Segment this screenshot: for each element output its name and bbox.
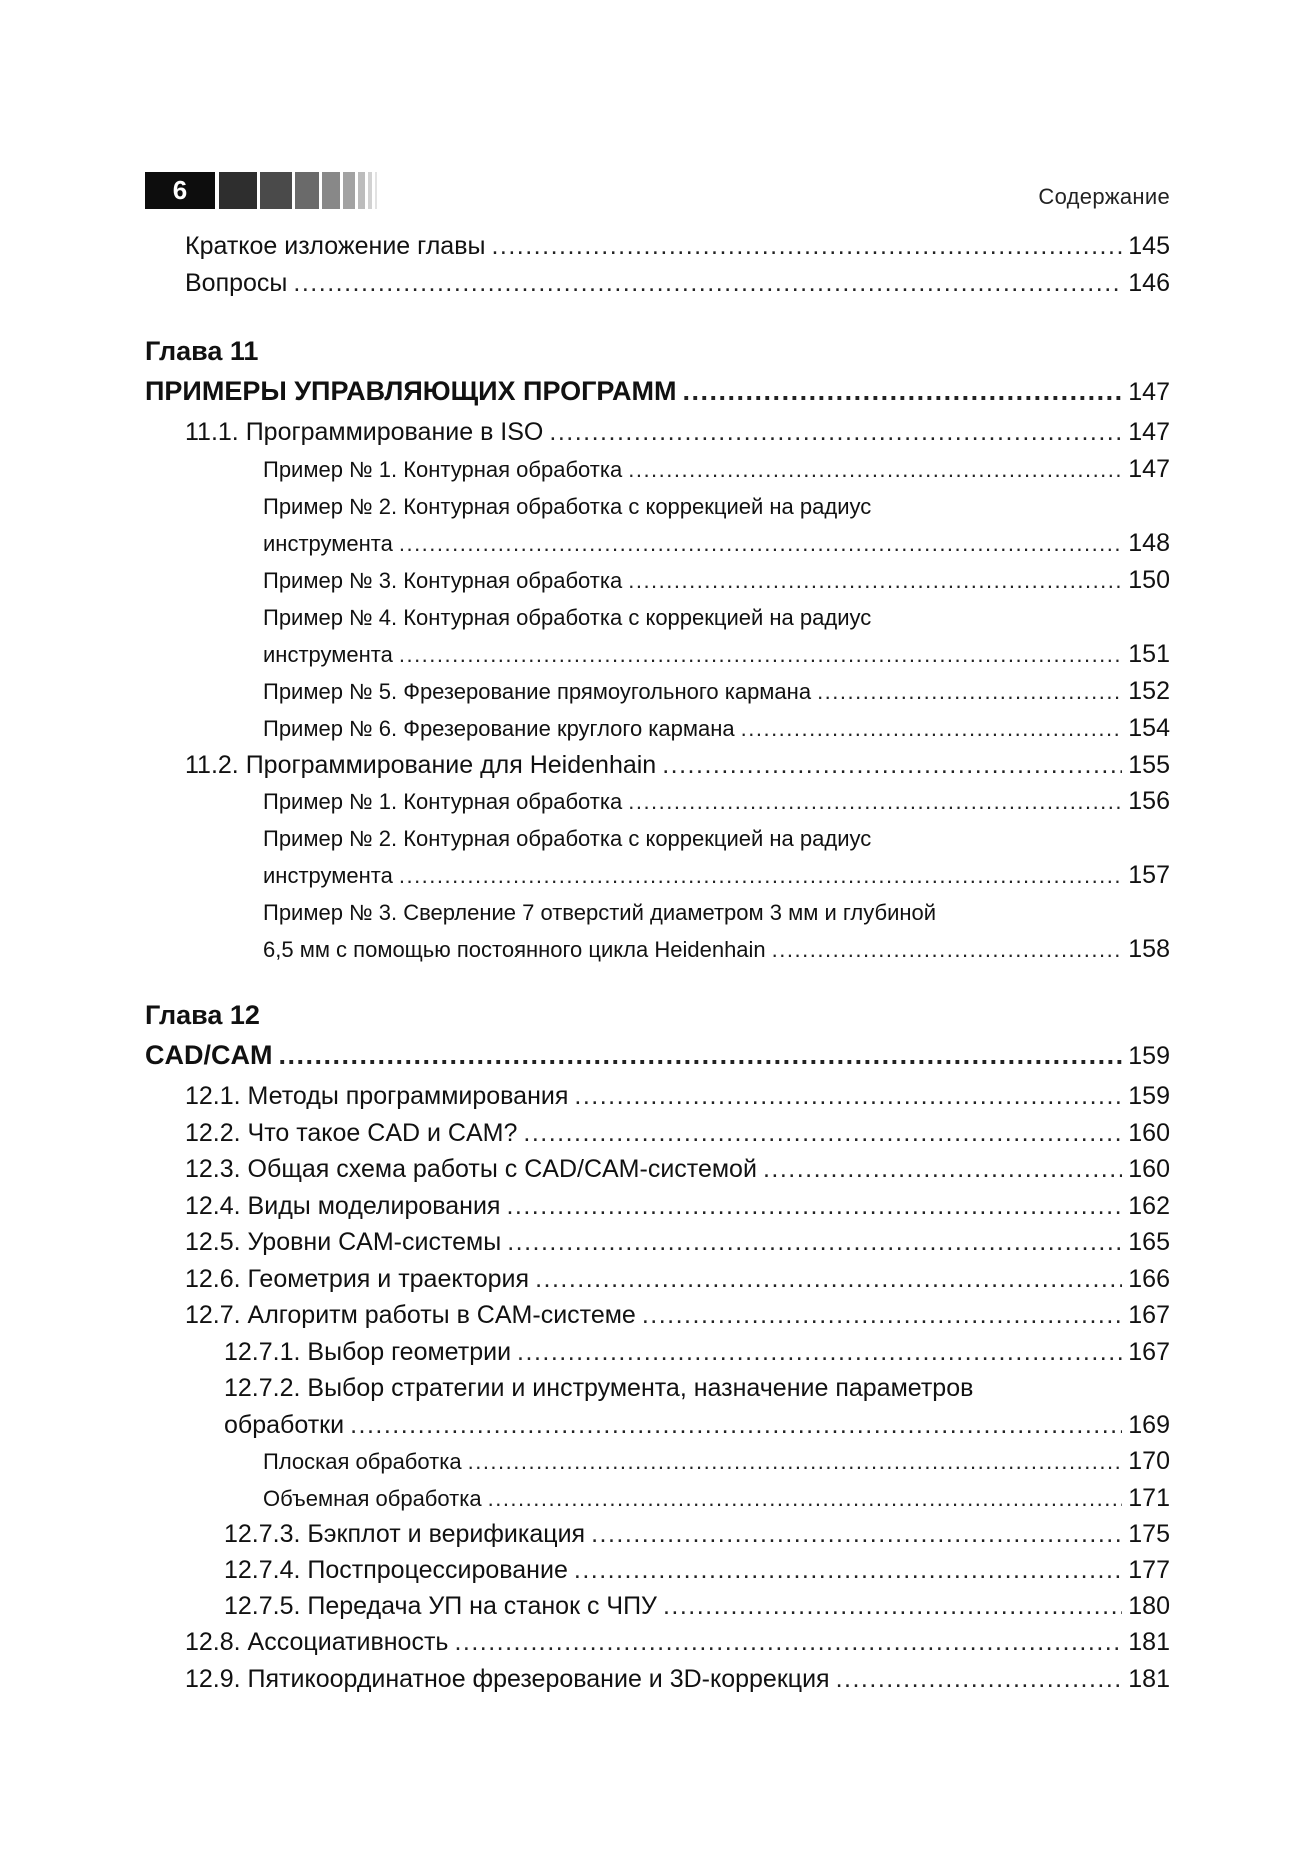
dot-leader (468, 1444, 1123, 1481)
toc-section[interactable] (145, 1261, 1170, 1298)
dot-leader (591, 1516, 1122, 1552)
toc-section[interactable] (145, 1624, 1170, 1661)
dot-leader (683, 368, 1123, 414)
dot-leader (574, 1078, 1122, 1115)
toc-subentry[interactable] (145, 488, 1170, 562)
toc-entry-title: 12.7. Алгоритм работы в CAM-системе (185, 1301, 636, 1329)
toc-entry-title: Пример № 1. Контурная обработка (263, 456, 623, 482)
toc-subentry[interactable] (145, 710, 1170, 747)
toc-entry-title: 12.7.4. Постпроцессирование (224, 1556, 568, 1584)
toc-section[interactable] (145, 1297, 1170, 1334)
toc-entry-page: 150 (1128, 565, 1170, 594)
toc-entry-page: 171 (1128, 1483, 1170, 1512)
toc-entry-page: 169 (1128, 1410, 1170, 1439)
dot-leader (488, 1481, 1123, 1518)
toc-entry-title: Пример № 6. Фрезерование круглого кармана (263, 715, 735, 741)
dot-leader (399, 857, 1122, 894)
toc-entry-title: 12.2. Что такое CAD и CAM? (185, 1118, 518, 1147)
toc-entry-title-line1: Пример № 4. Контурная обработка с коррекцией на радиус (263, 604, 872, 630)
dot-leader (279, 1032, 1123, 1078)
toc-section[interactable] (145, 1224, 1170, 1261)
toc-entry-page: 180 (1128, 1592, 1170, 1620)
toc-section[interactable] (145, 414, 1170, 451)
toc-entry-page: 146 (1128, 268, 1170, 297)
chapter-title: CAD/CAM (145, 1040, 273, 1070)
toc-entry-title-line2: инструмента (263, 530, 393, 556)
dot-leader (454, 1624, 1122, 1661)
toc-entry-page: 151 (1128, 639, 1170, 668)
toc-entry-page: 165 (1128, 1228, 1170, 1256)
toc-entry-title-line1: Пример № 2. Контурная обработка с коррекцией на радиус (263, 493, 872, 519)
dot-leader (491, 228, 1122, 265)
toc-entry-title: Краткое изложение главы (185, 232, 486, 260)
toc-entry-title: 11.2. Программирование для Heidenhain (185, 750, 657, 779)
toc-subsection[interactable] (145, 1370, 1170, 1443)
toc-entry-title-line2: инструмента (263, 641, 393, 667)
toc-entry-title: Пример № 3. Контурная обработка (263, 567, 623, 593)
toc-subentry[interactable] (145, 894, 1170, 968)
toc-section[interactable] (145, 1078, 1170, 1115)
toc-subentry[interactable] (145, 783, 1170, 820)
toc-subsection[interactable] (145, 1552, 1170, 1588)
dot-leader (836, 1661, 1123, 1698)
chapter-title: ПРИМЕРЫ УПРАВЛЯЮЩИХ ПРОГРАММ (145, 376, 677, 406)
toc-entry-page: 147 (1128, 454, 1170, 483)
page-number: 6 (145, 172, 215, 209)
toc-entry-title: 11.1. Программирование в ISO (185, 418, 544, 446)
dot-leader (772, 931, 1123, 968)
toc-entry-page: 159 (1128, 1082, 1170, 1110)
toc-entry-title-line1: Пример № 3. Сверление 7 отверстий диаметром 3 мм и глубиной (263, 900, 937, 925)
toc-entry-title: 12.1. Методы программирования (185, 1082, 569, 1110)
toc-entry-page: 162 (1128, 1191, 1170, 1220)
toc-entry-page: 160 (1128, 1155, 1170, 1183)
toc-entry-title: 12.7.1. Выбор геометрии (224, 1337, 512, 1366)
dot-leader (817, 673, 1122, 710)
toc-entry-title: Пример № 1. Контурная обработка (263, 789, 623, 814)
toc-entry-title: Объемная обработка (263, 1485, 482, 1511)
toc-entry-page: 156 (1128, 787, 1170, 815)
toc-entry[interactable] (145, 265, 1170, 302)
toc-entry-page: 158 (1128, 935, 1170, 963)
toc-subentry[interactable] (145, 599, 1170, 673)
dot-leader (399, 636, 1122, 673)
dot-leader (523, 1115, 1122, 1152)
toc-entry-title: 12.7.5. Передача УП на станок с ЧПУ (224, 1592, 657, 1620)
toc-entry-page: 147 (1128, 378, 1170, 406)
dot-leader (741, 710, 1123, 747)
toc-entry-title-line2: 6,5 мм с помощью постоянного цикла Heidenhain (263, 937, 766, 962)
toc-subentry[interactable] (145, 562, 1170, 599)
toc-subentry[interactable] (145, 451, 1170, 488)
page-header (145, 172, 1170, 214)
toc-entry-page: 155 (1128, 750, 1170, 779)
dot-leader (663, 1588, 1122, 1624)
toc-entry-title-line1: 12.7.2. Выбор стратегии и инструмента, назначение параметров (224, 1374, 974, 1402)
toc-subsection[interactable] (145, 1516, 1170, 1552)
toc-section[interactable] (145, 1151, 1170, 1188)
toc-entry-title-line2: инструмента (263, 863, 393, 888)
chapter-title-entry[interactable] (145, 368, 1170, 414)
toc-entry-title-line2: обработки (224, 1410, 345, 1439)
toc-entry-title: Пример № 5. Фрезерование прямоугольного кармана (263, 678, 812, 704)
toc-entry-page: 181 (1128, 1628, 1170, 1656)
toc-entry-page: 154 (1128, 713, 1170, 742)
toc-entry-page: 159 (1128, 1042, 1170, 1070)
dot-leader (574, 1552, 1122, 1588)
toc-entry-page: 177 (1128, 1556, 1170, 1584)
chapter-title-entry[interactable] (145, 1032, 1170, 1078)
toc-entry-title: Вопросы (185, 268, 288, 297)
toc-entry-title: 12.9. Пятикоординатное фрезерование и 3D-коррекция (185, 1664, 830, 1693)
toc-entry-title: 12.7.3. Бэкплот и верификация (224, 1520, 586, 1548)
dot-leader (642, 1297, 1122, 1334)
dot-leader (506, 1188, 1122, 1225)
running-head: Содержание (1038, 184, 1170, 209)
toc-entry-page: 181 (1128, 1664, 1170, 1693)
toc-entry-page: 152 (1128, 676, 1170, 705)
toc-entry-page: 145 (1128, 232, 1170, 260)
dot-leader (763, 1151, 1122, 1188)
toc-subentry[interactable] (145, 1443, 1170, 1480)
dot-leader (293, 265, 1122, 302)
dot-leader (507, 1224, 1122, 1261)
toc-section[interactable] (145, 1188, 1170, 1225)
dot-leader (628, 783, 1122, 820)
toc-entry-page: 148 (1128, 528, 1170, 557)
toc-entry-page: 175 (1128, 1520, 1170, 1548)
dot-leader (549, 414, 1122, 451)
toc-entry-title: Плоская обработка (263, 1449, 462, 1474)
toc-entry-title: 12.8. Ассоциативность (185, 1628, 449, 1656)
toc-subsection[interactable] (145, 1334, 1170, 1371)
toc-entry-title: 12.6. Геометрия и траектория (185, 1264, 530, 1293)
dot-leader (350, 1407, 1122, 1444)
toc-entry-page: 167 (1128, 1337, 1170, 1366)
toc-entry-title: 12.3. Общая схема работы с CAD/CAM-системой (185, 1155, 757, 1183)
toc-subentry[interactable] (145, 673, 1170, 710)
toc-entry-page: 167 (1128, 1301, 1170, 1329)
toc-entry-page: 166 (1128, 1264, 1170, 1293)
chapter-label: Глава 12 (145, 1000, 260, 1030)
toc-subentry[interactable] (145, 820, 1170, 894)
toc-entry-page: 147 (1128, 418, 1170, 446)
chapter-label: Глава 11 (145, 336, 259, 366)
dot-leader (399, 525, 1122, 562)
table-of-contents (145, 228, 1170, 1697)
toc-entry-page: 160 (1128, 1118, 1170, 1147)
toc-entry-title: 12.4. Виды моделирования (185, 1191, 501, 1220)
dot-leader (535, 1261, 1122, 1298)
toc-section[interactable] (145, 1661, 1170, 1698)
toc-section[interactable] (145, 747, 1170, 784)
dot-leader (517, 1334, 1122, 1371)
dot-leader (628, 562, 1122, 599)
toc-entry-page: 157 (1128, 861, 1170, 889)
dot-leader (628, 451, 1122, 488)
toc-entry-page: 170 (1128, 1447, 1170, 1475)
dot-leader (662, 747, 1122, 784)
toc-entry-title-line1: Пример № 2. Контурная обработка с коррекцией на радиус (263, 826, 872, 851)
toc-entry-title: 12.5. Уровни CAM-системы (185, 1228, 502, 1256)
toc-entry[interactable] (145, 228, 1170, 265)
toc-subentry[interactable] (145, 1480, 1170, 1517)
toc-subsection[interactable] (145, 1588, 1170, 1624)
toc-section[interactable] (145, 1115, 1170, 1152)
